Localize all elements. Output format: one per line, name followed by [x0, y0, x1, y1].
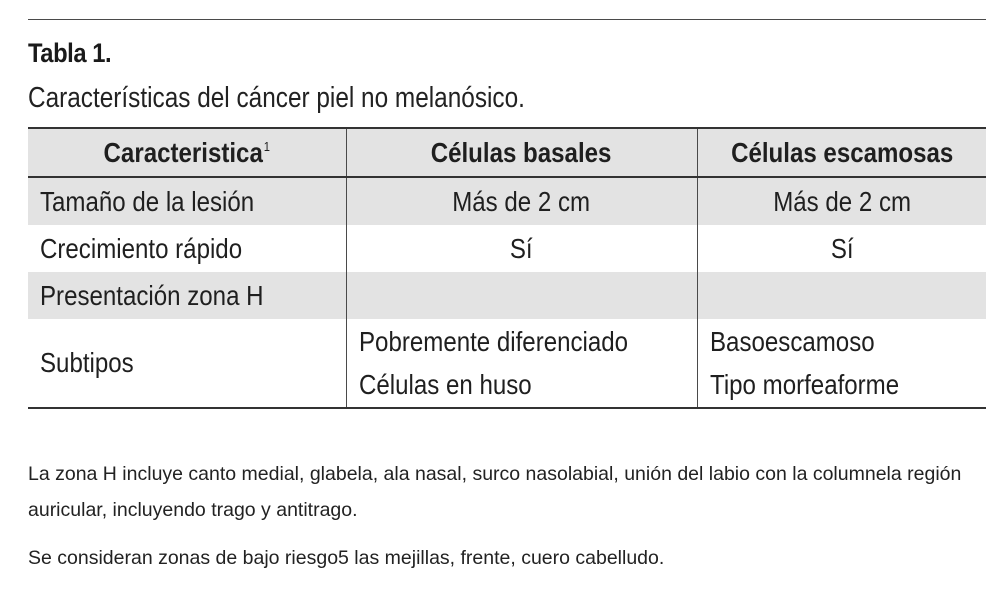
subtype-basales-2: Células en huso: [358, 369, 532, 400]
row-label: Presentación zona H: [28, 272, 346, 319]
cell-basales: Más de 2 cm: [346, 177, 697, 225]
table-header-row: [28, 128, 986, 177]
table-row: [28, 272, 986, 319]
top-rule: [28, 19, 986, 20]
subtype-escamosas-2: Tipo morfeaforme: [709, 369, 899, 400]
header-celulas-basales: Células basales: [346, 128, 697, 177]
header-footnote-marker: 1: [263, 138, 270, 154]
row-label: Subtipos: [28, 319, 346, 408]
note-zona-h: La zona H incluye canto medial, glabela, ala nasal, surco nasolabial, unión del labio con la columnela región auricular, incluyendo trago y antitrago.: [28, 463, 962, 521]
row-label: Crecimiento rápido: [28, 225, 346, 272]
table-caption: Características del cáncer piel no melanósico.: [28, 82, 525, 114]
table-row: [28, 225, 986, 272]
header-celulas-escamosas: Células escamosas: [697, 128, 986, 177]
cell-basales: [346, 272, 697, 319]
cell-escamosas: [697, 319, 986, 408]
header-caracteristica-label: Caracteristica: [103, 136, 263, 168]
table-row: [28, 177, 986, 225]
table-title: Tabla 1.: [28, 38, 112, 68]
cell-basales: Sí: [346, 225, 697, 272]
cell-escamosas: Más de 2 cm: [697, 177, 986, 225]
cell-escamosas: [697, 272, 986, 319]
row-label: Tamaño de la lesión: [28, 177, 346, 225]
cell-escamosas: Sí: [697, 225, 986, 272]
subtype-escamosas-1: Basoescamoso: [709, 326, 875, 357]
header-caracteristica: [28, 128, 346, 177]
table-row: [28, 319, 986, 408]
subtype-basales-1: Pobremente diferenciado: [358, 326, 628, 357]
note-bajo-riesgo: Se consideran zonas de bajo riesgo5 las mejillas, frente, cuero cabelludo.: [28, 547, 665, 569]
cell-basales: [346, 319, 697, 408]
data-table: [28, 127, 986, 409]
table-notes: [28, 456, 988, 588]
